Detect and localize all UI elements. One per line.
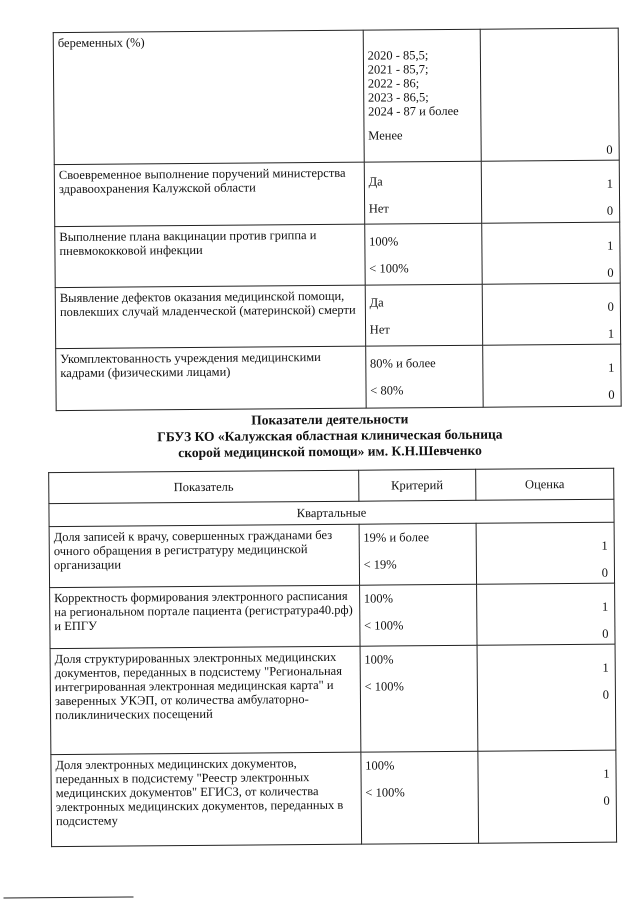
criteria-value: < 100% (364, 618, 404, 633)
score-value: 0 (601, 565, 609, 580)
table-row (53, 28, 619, 164)
indicator-cell: Доля структурированных электронных медицинских документов, переданных в подсистему "Региональная интегрированная электронная медицинская карта" и заверенных УКЭП, от количества амбулаторно-поликлинических посещений (50, 646, 361, 754)
score-value: 0 (606, 142, 613, 157)
criteria-cell (360, 645, 478, 752)
criteria-cell (359, 523, 477, 585)
group-label: Квартальные (49, 499, 614, 526)
criteria-cell (365, 284, 483, 346)
table-row (51, 750, 617, 846)
criteria-value: 100% (363, 591, 394, 606)
score-value: 1 (602, 660, 609, 675)
criteria-value: < 100% (365, 785, 405, 800)
score-cell (481, 160, 620, 223)
score-value: 0 (607, 299, 614, 314)
criteria-yearly-targets: 2020 - 85,5; 2021 - 85,7; 2022 - 86; 2023 - 86,5; 2024 - 87 и более (367, 48, 459, 119)
score-value: 1 (606, 176, 613, 191)
criteria-value: < 19% (363, 557, 397, 572)
criteria-value: < 100% (364, 679, 404, 694)
column-header-indicator: Показатель (49, 470, 359, 503)
criteria-value: 100% (369, 234, 399, 249)
score-cell (476, 522, 615, 584)
criteria-value: Да (369, 295, 384, 310)
table-row (55, 283, 620, 348)
footnote-separator (4, 896, 134, 898)
indicator-cell: Выявление дефектов оказания медицинской помощи, повлекших случай младенческой (материнской) смерти (55, 285, 365, 348)
section-title-line: скорой медицинской помощи» им. К.Н.Шевченко (178, 442, 482, 461)
indicator-cell: Корректность формирования электронного расписания на региональном портале пациента (регистратура40.рф) и ЕПГУ (50, 585, 360, 648)
criteria-cell (364, 161, 482, 224)
score-cell (482, 222, 621, 284)
score-cell (482, 283, 621, 345)
column-header-score: Оценка (476, 468, 614, 500)
score-value: 0 (607, 265, 614, 280)
criteria-value: 100% (365, 758, 395, 773)
criteria-cell (363, 29, 481, 162)
score-cell (483, 344, 622, 407)
table-row (56, 344, 621, 410)
criteria-value: 100% (364, 652, 394, 667)
section-title (80, 410, 580, 462)
criteria-cell (364, 223, 482, 285)
table-row (54, 160, 619, 226)
table-row (50, 644, 616, 754)
indicator-cell: Доля записей к врачу, совершенных гражданами без очного обращения в регистратуру медицинской организации (49, 524, 359, 587)
indicator-cell: Выполнение плана вакцинации против гриппа и пневмококковой инфекции (55, 224, 365, 287)
criteria-value: 19% и более (363, 530, 430, 545)
table-header-row (49, 468, 614, 503)
score-value: 1 (603, 766, 610, 781)
score-value: 1 (607, 326, 615, 341)
performance-indicators-table (48, 468, 617, 847)
score-value: 1 (601, 599, 609, 614)
score-cell (480, 28, 619, 161)
criteria-value: Да (368, 174, 383, 189)
section-title-line: Показатели деятельности (251, 411, 409, 428)
score-cell (477, 644, 616, 751)
criteria-table-continued (53, 28, 622, 411)
score-value: 0 (603, 793, 610, 808)
score-value: 1 (601, 538, 608, 553)
criteria-value: < 100% (369, 261, 409, 276)
criteria-cell (361, 751, 479, 844)
table-row (49, 522, 614, 587)
score-value: 1 (608, 360, 615, 375)
criteria-value: 80% и более (369, 356, 436, 371)
indicator-cell: беременных (%) (53, 30, 364, 164)
score-cell (478, 750, 617, 843)
indicator-cell: Своевременное выполнение поручений министерства здравоохранения Калужской области (54, 162, 364, 226)
score-value: 1 (607, 238, 614, 253)
criteria-value: Нет (369, 322, 390, 337)
section-title-line: ГБУЗ КО «Калужская областная клиническая больница (157, 426, 503, 445)
score-cell (476, 583, 615, 645)
criteria-value: Нет (368, 201, 389, 216)
score-value: 0 (606, 203, 614, 218)
criteria-cell (365, 345, 483, 408)
indicator-cell: Укомплектованность учреждения медицинскими кадрами (физическими лицами) (56, 346, 366, 410)
criteria-value: Менее (368, 128, 403, 143)
criteria-value: < 80% (370, 383, 404, 398)
table-row (55, 222, 620, 287)
score-value: 0 (602, 687, 609, 702)
table-row (50, 583, 615, 648)
indicator-cell: Доля электронных медицинских документов, переданных в подсистему "Реестр электронных медицинских документов" ЕГИСЗ, от количества электронных медицинских документов, переданных в подсистему (51, 752, 361, 846)
criteria-cell (359, 584, 477, 646)
score-value: 0 (602, 626, 609, 641)
score-value: 0 (608, 387, 615, 402)
column-header-criterion: Критерий (358, 469, 475, 501)
